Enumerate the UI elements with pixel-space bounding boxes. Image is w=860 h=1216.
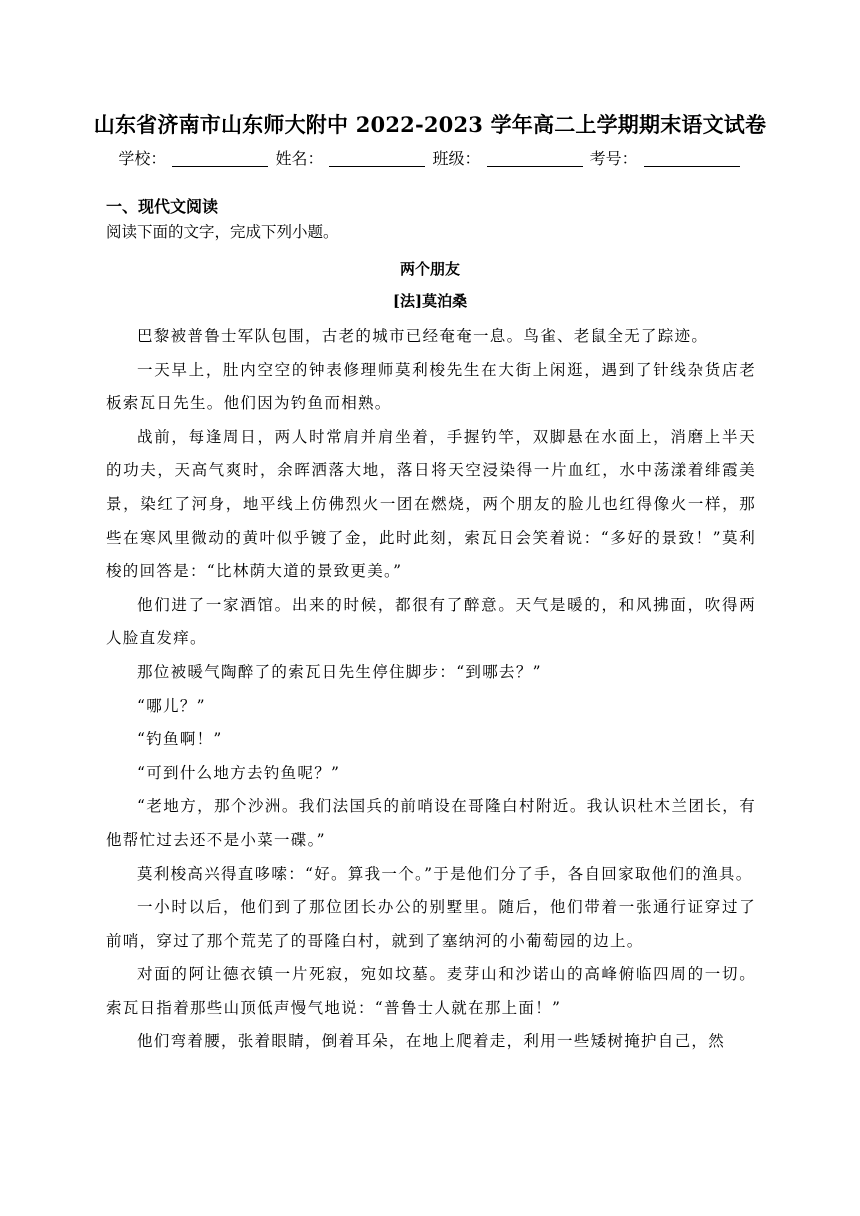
story-author: [法]莫泊桑 [392, 292, 468, 310]
paragraph: 对面的阿让德衣镇一片死寂，宛如坟墓。麦芽山和沙诺山的高峰俯临四周的一切。索瓦日指着那些山顶低声慢气地说：“普鲁士人就在那上面！” [106, 965, 756, 1017]
paragraph: 他们弯着腰，张着眼睛，倒着耳朵，在地上爬着走，利用一些矮树掩护自己，然 [137, 1032, 726, 1051]
paragraph: 一天早上，肚内空空的钟表修理师莫利梭先生在大街上闲逛，遇到了针线杂货店老板索瓦日先生。他们因为钓鱼而相熟。 [106, 360, 756, 413]
paragraph: 他们进了一家酒馆。出来的时候，都很有了醉意。天气是暖的，和风拂面，吹得两人脸直发痒。 [106, 595, 756, 648]
story-title: 两个朋友 [399, 260, 460, 278]
paragraph: “钓鱼啊！” [137, 730, 223, 749]
exam-title: 山东省济南市山东师大附中 2022-2023 学年高二上学期期末语文试卷 [93, 112, 767, 137]
paragraph: 巴黎被普鲁士军队包围，古老的城市已经奄奄一息。鸟雀、老鼠全无了踪迹。 [137, 327, 709, 345]
section-heading: 一、现代文阅读 [106, 197, 219, 216]
paragraph: “老地方，那个沙洲。我们法国兵的前哨设在哥隆白村附近。我认识杜木兰团长，有他帮忙过去还不是小菜一碟。” [106, 797, 756, 849]
paragraph: 那位被暖气陶醉了的索瓦日先生停住脚步：“到哪去？” [137, 662, 542, 681]
name-label: 姓名： [275, 149, 324, 168]
paragraph: “哪儿？” [137, 696, 206, 715]
class-blank [487, 150, 583, 167]
paragraph: 莫利梭高兴得直哆嗦：“好。算我一个。”于是他们分了手，各自回家取他们的渔具。 [137, 864, 753, 883]
number-blank [644, 150, 740, 167]
class-label: 班级： [432, 149, 481, 168]
story-body [106, 320, 756, 1059]
number-label: 考号： [589, 149, 638, 168]
section-instruction: 阅读下面的文字，完成下列小题。 [106, 223, 339, 241]
paragraph: 一小时以后，他们到了那位团长办公的别墅里。随后，他们带着一张通行证穿过了前哨，穿过了那个荒芜了的哥隆白村，就到了塞纳河的小葡萄园的边上。 [106, 898, 756, 950]
school-label: 学校： [118, 149, 167, 168]
school-blank [172, 150, 268, 167]
student-info-row [0, 147, 860, 171]
name-blank [329, 150, 425, 167]
paragraph: 战前，每逢周日，两人时常肩并肩坐着，手握钓竿，双脚悬在水面上，消磨上半天的功夫，天高气爽时，余晖洒落大地，落日将天空浸染得一片血红，水中荡漾着绯霞美景，染红了河身，地平线上仿佛烈火一团在燃烧，两个朋友的脸儿也红得像火一样，那些在寒风里微动的黄叶似乎镀了金，此时此刻，索瓦日会笑着说：“多好的景致！”莫利梭的回答是：“比林荫大道的景致更美。” [106, 427, 756, 581]
paragraph: “可到什么地方去钓鱼呢？” [137, 763, 341, 782]
